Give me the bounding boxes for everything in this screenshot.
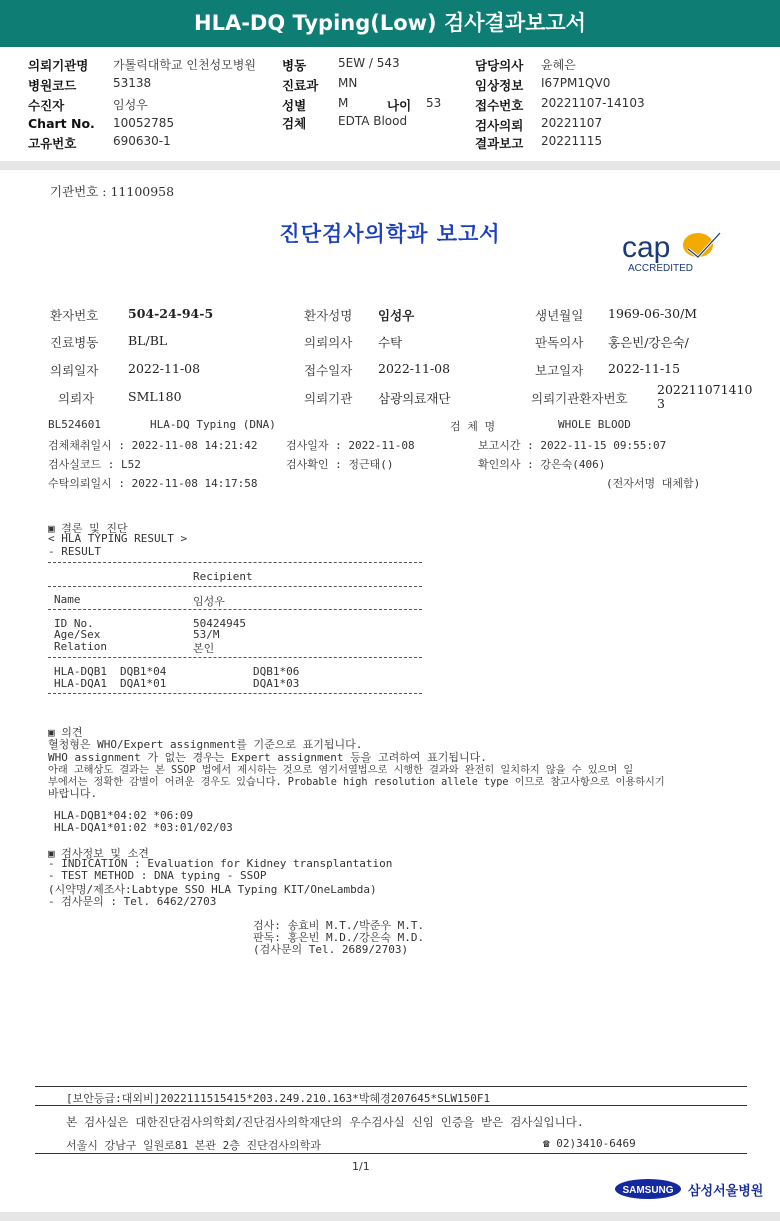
cap-accredited-text: ACCREDITED (628, 263, 694, 274)
header-value: M (338, 96, 349, 110)
header-value: MN (338, 76, 358, 90)
test-name: HLA-DQ Typing (DNA) (150, 418, 276, 431)
field-label: 생년월일 (535, 308, 584, 323)
name-value: 임성우 (193, 595, 225, 608)
header-value: 5EW / 543 (338, 56, 400, 70)
header-label: 성별 (282, 98, 307, 113)
header-value: 53138 (113, 76, 152, 90)
collect-time: 검체채취일시 : 2022-11-08 14:21:42 (48, 439, 258, 452)
header-value: 임성우 (113, 98, 148, 112)
table-rule (48, 609, 422, 610)
header-label: 접수번호 (475, 98, 524, 113)
header-value: 690630-1 (113, 134, 171, 148)
field-label: 의뢰일자 (50, 363, 99, 378)
reader-sign: 판독: 홍은빈 M.D./강은숙 M.D. (253, 931, 425, 944)
request-time: 수탁의뢰일시 : 2022-11-08 14:17:58 (48, 477, 258, 490)
table-rule (48, 693, 422, 694)
opinion-line: 아래 고해상도 결과는 본 SSOP 법에서 제시하는 것으로 염기서열법으로 시행한 결과와 완전히 일치하지 않을 수 있으며 일 (48, 765, 634, 776)
specimen: WHOLE BLOOD (558, 418, 631, 431)
header-label: 나이 (387, 98, 412, 113)
test-method: - TEST METHOD : DNA typing - SSOP (48, 869, 267, 882)
header-label: 병동 (282, 58, 307, 73)
header-value: 가톨릭대학교 인천성모병원 (113, 58, 256, 72)
patient-name: 임성우 (378, 308, 415, 323)
institution-number: 기관번호 : 11100958 (50, 184, 175, 199)
agesex-label: Age/Sex (54, 628, 101, 641)
header-value: 20221107 (541, 116, 603, 130)
result-label: - RESULT (48, 545, 101, 558)
header-label: 검사의뢰 (475, 118, 524, 133)
high-res-dqb1: HLA-DQB1*04:02 *06:09 (54, 809, 194, 822)
field-value: 3 (657, 396, 665, 411)
dqa1-label: HLA-DQA1 (54, 677, 107, 690)
header-label: Chart No. (28, 116, 95, 131)
header-label: 검체 (282, 116, 307, 131)
id-value: 50424945 (193, 617, 246, 630)
field-value: 2022-11-15 (608, 361, 681, 376)
opinion-line: 바랍니다. (48, 787, 98, 800)
confirm: 검사확인 : 정근태() (286, 458, 394, 471)
header-value: 윤혜은 (541, 58, 576, 72)
bottom-band (0, 1212, 780, 1221)
header-value: I67PM1QV0 (541, 76, 611, 90)
phone: ☎ 02)3410-6469 (543, 1137, 636, 1150)
patient-number: 504-24-94-5 (128, 306, 214, 321)
field-value: 삼광의료재단 (378, 391, 451, 406)
info-section-title: ▣ 검사정보 및 소견 (48, 847, 149, 860)
opinion-section-title: ▣ 의견 (48, 726, 83, 739)
dqa1-allele-1: DQA1*01 (120, 677, 167, 690)
field-value: SML180 (128, 389, 182, 404)
field-label: 판독의사 (535, 335, 584, 350)
table-rule (48, 586, 422, 587)
agesex-value: 53/M (193, 628, 220, 641)
table-rule (48, 562, 422, 563)
lab-code: 검사실코드 : L52 (48, 458, 141, 471)
contact-note: (검사문의 Tel. 2689/2703) (253, 943, 409, 956)
header-label: 병원코드 (28, 78, 77, 93)
field-label: 의뢰기관환자번호 (531, 391, 628, 406)
field-label: 의뢰자 (58, 391, 95, 406)
esign-note: (전자서명 대체함) (606, 477, 701, 490)
field-value: 2022-11-08 (378, 361, 451, 376)
tester-sign: 검사: 송효비 M.T./박준우 M.T. (253, 919, 425, 932)
table-rule (48, 657, 422, 658)
dqb1-allele-2: DQB1*06 (253, 665, 300, 678)
cap-logo-text: cap (622, 231, 671, 264)
header-value: 20221107-14103 (541, 96, 645, 110)
relation-label: Relation (54, 640, 107, 653)
field-label: 보고일자 (535, 363, 584, 378)
footer-rule (35, 1153, 747, 1154)
footer-rule (35, 1086, 747, 1087)
opinion-line: 부에서는 정확한 감별이 어려운 경우도 있습니다. Probable high resolution allele type 이므로 참고사항으로 이용하시기 (48, 777, 665, 788)
header-value: 10052785 (113, 116, 175, 130)
samsung-logo-text: SAMSUNG (622, 1185, 674, 1196)
header-label: 임상정보 (475, 78, 524, 93)
header-label: 고유번호 (28, 136, 77, 151)
field-label: 환자번호 (50, 308, 99, 323)
samsung-logo (615, 1178, 681, 1200)
security-line: [보안등급:대외비]2022111515415*203.249.210.163*박혜경207645*SLW150F1 (66, 1092, 491, 1105)
report-header-title: HLA-DQ Typing(Low) 검사결과보고서 (194, 11, 586, 35)
test-date: 검사일자 : 2022-11-08 (286, 439, 415, 452)
field-label: 접수일자 (304, 363, 353, 378)
relation-value: 본인 (193, 642, 215, 655)
header-label: 결과보고 (475, 136, 524, 151)
id-label: ID No. (54, 617, 94, 630)
birth-date: 1969-06-30/M (608, 306, 698, 321)
opinion-line: WHO assignment 가 없는 경우는 Expert assignment 등을 고려하여 표기됩니다. (48, 751, 487, 764)
dqb1-allele-1: DQB1*04 (120, 665, 167, 678)
header-value: 53 (426, 96, 442, 110)
header-label: 담당의사 (475, 58, 524, 73)
header-label: 의뢰기관명 (28, 58, 89, 73)
header-label: 수진자 (28, 98, 65, 113)
recipient-header: Recipient (193, 570, 253, 583)
report-time: 보고시간 : 2022-11-15 09:55:07 (478, 439, 667, 452)
name-label: Name (54, 593, 81, 606)
header-label: 진료과 (282, 78, 319, 93)
header-value: EDTA Blood (338, 114, 408, 128)
dqa1-allele-2: DQA1*03 (253, 677, 300, 690)
field-value: 홍은빈/강은숙/ (608, 335, 689, 350)
field-label: 의뢰의사 (304, 335, 353, 350)
opinion-line: 혈청형은 WHO/Expert assignment를 기준으로 표기됩니다. (48, 738, 363, 751)
field-value: 202211071410 (657, 382, 753, 397)
field-label: 의뢰기관 (304, 391, 353, 406)
high-res-dqa1: HLA-DQA1*01:02 *03:01/02/03 (54, 821, 233, 834)
address: 서울시 강남구 일원로81 본관 2층 진단검사의학과 (66, 1139, 321, 1152)
indication: - INDICATION : Evaluation for Kidney transplantation (48, 857, 393, 870)
field-label: 진료병동 (50, 335, 99, 350)
inquiry: - 검사문의 : Tel. 6462/2703 (48, 895, 217, 908)
hla-typing-title: < HLA TYPING RESULT > (48, 532, 188, 545)
confirm-doctor: 확인의사 : 강은숙(406) (478, 458, 606, 471)
hospital-name: 삼성서울병원 (688, 1184, 764, 1199)
result-section-title: ▣ 결론 및 진단 (48, 522, 128, 535)
field-value: BL/BL (128, 333, 168, 348)
footer-rule (35, 1105, 747, 1106)
field-label: 환자성명 (304, 308, 353, 323)
certification-text: 본 검사실은 대한진단검사의학회/진단검사의학재단의 우수검사실 신임 인증을 받은 검사실입니다. (66, 1115, 584, 1129)
specimen-label: 검 체 명 (450, 420, 496, 433)
field-value: 2022-11-08 (128, 361, 201, 376)
reagent: (시약명/제조사:Labtype SSO HLA Typing KIT/OneLambda) (48, 883, 377, 896)
report-title: 진단검사의학과 보고서 (279, 221, 501, 246)
section-divider (0, 161, 780, 170)
field-value: 수탁 (378, 335, 403, 350)
test-code: BL524601 (48, 418, 101, 431)
dqb1-label: HLA-DQB1 (54, 665, 107, 678)
page-number: 1/1 (352, 1160, 370, 1173)
header-value: 20221115 (541, 134, 603, 148)
cap-accredited-logo (620, 227, 725, 275)
